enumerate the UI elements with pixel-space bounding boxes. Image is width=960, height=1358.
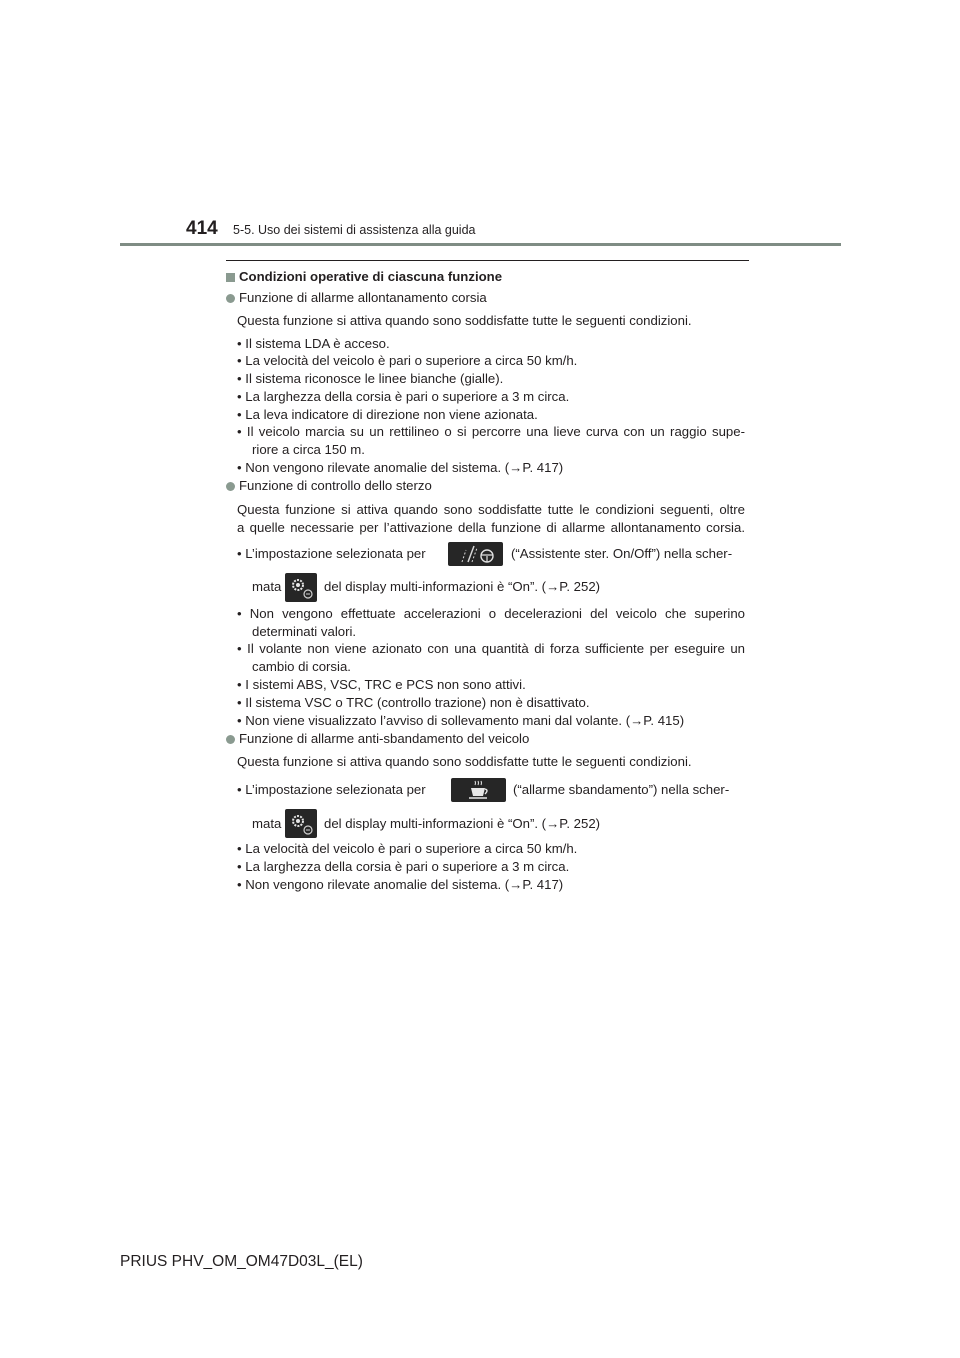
- circle-bullet-icon: [226, 294, 235, 303]
- list-item: • La velocità del veicolo è pari o superiore a circa 50 km/h.: [237, 353, 578, 368]
- setting-text: (“allarme sbandamento”) nella scher-: [513, 782, 730, 797]
- coffee-cup-icon: [451, 778, 506, 802]
- section-heading: Condizioni operative di ciascuna funzione: [239, 269, 503, 284]
- list-item: • Il sistema LDA è acceso.: [237, 336, 390, 351]
- list-item: • Il volante non viene azionato con una quantità di forza sufficiente per eseguire un: [237, 641, 745, 656]
- list-item-continuation: riore a circa 150 m.: [252, 442, 365, 457]
- setting-text: (“Assistente ster. On/Off”) nella scher-: [511, 546, 733, 561]
- settings-gear-icon: [285, 809, 317, 838]
- sway-warning-title: Funzione di allarme anti-sbandamento del veicolo: [239, 731, 530, 746]
- circle-bullet-icon: [226, 482, 235, 491]
- setting-text: • L’impostazione selezionata per: [237, 782, 426, 797]
- list-item: • La velocità del veicolo è pari o superiore a circa 50 km/h.: [237, 841, 578, 856]
- sway-warning-intro: Questa funzione si attiva quando sono soddisfatte tutte le seguenti condizioni.: [237, 754, 692, 769]
- list-item: • Il veicolo marcia su un rettilineo o si percorre una lieve curva con un raggio supe-: [237, 424, 745, 439]
- list-item: • La larghezza della corsia è pari o superiore a 3 m circa.: [237, 859, 570, 874]
- steering-assist-icon: [448, 542, 503, 566]
- list-item: • Non vengono rilevate anomalie del sistema. (→P. 417): [237, 877, 564, 892]
- page-number: 414: [186, 218, 218, 239]
- setting-text: del display multi-informazioni è “On”. (→P. 252): [324, 579, 601, 594]
- square-bullet-icon: [226, 273, 235, 282]
- list-item: • Non viene visualizzato l’avviso di sollevamento mani dal volante. (→P. 415): [237, 713, 685, 728]
- settings-gear-icon: [285, 573, 317, 602]
- list-item: • I sistemi ABS, VSC, TRC e PCS non sono attivi.: [237, 677, 526, 692]
- list-item: • Non vengono effettuate accelerazioni o decelerazioni del veicolo che superino: [237, 606, 745, 621]
- list-item: • La leva indicatore di direzione non viene azionata.: [237, 407, 538, 422]
- list-item-continuation: determinati valori.: [252, 624, 357, 639]
- steering-control-title: Funzione di controllo dello sterzo: [239, 478, 432, 493]
- setting-text: mata: [252, 816, 282, 831]
- list-item: • Il sistema riconosce le linee bianche (gialle).: [237, 371, 504, 386]
- setting-text: • L’impostazione selezionata per: [237, 546, 426, 561]
- header-divider: [120, 243, 841, 246]
- steering-control-intro: a quelle necessarie per l’attivazione della funzione di allarme allontanamento corsia.: [237, 520, 745, 535]
- setting-text: del display multi-informazioni è “On”. (→P. 252): [324, 816, 601, 831]
- section-divider: [226, 260, 749, 261]
- list-item: • Non vengono rilevate anomalie del sistema. (→P. 417): [237, 460, 564, 475]
- document-code: PRIUS PHV_OM_OM47D03L_(EL): [120, 1253, 363, 1270]
- list-item-continuation: cambio di corsia.: [252, 659, 351, 674]
- circle-bullet-icon: [226, 735, 235, 744]
- chapter-title: 5-5. Uso dei sistemi di assistenza alla guida: [233, 223, 476, 237]
- list-item: • La larghezza della corsia è pari o superiore a 3 m circa.: [237, 389, 570, 404]
- steering-control-intro: Questa funzione si attiva quando sono soddisfatte tutte le condizioni seguenti, oltre: [237, 502, 745, 517]
- setting-text: mata: [252, 579, 282, 594]
- lda-warning-intro: Questa funzione si attiva quando sono soddisfatte tutte le seguenti condizioni.: [237, 313, 692, 328]
- list-item: • Il sistema VSC o TRC (controllo trazione) non è disattivato.: [237, 695, 590, 710]
- lda-warning-title: Funzione di allarme allontanamento corsia: [239, 290, 487, 305]
